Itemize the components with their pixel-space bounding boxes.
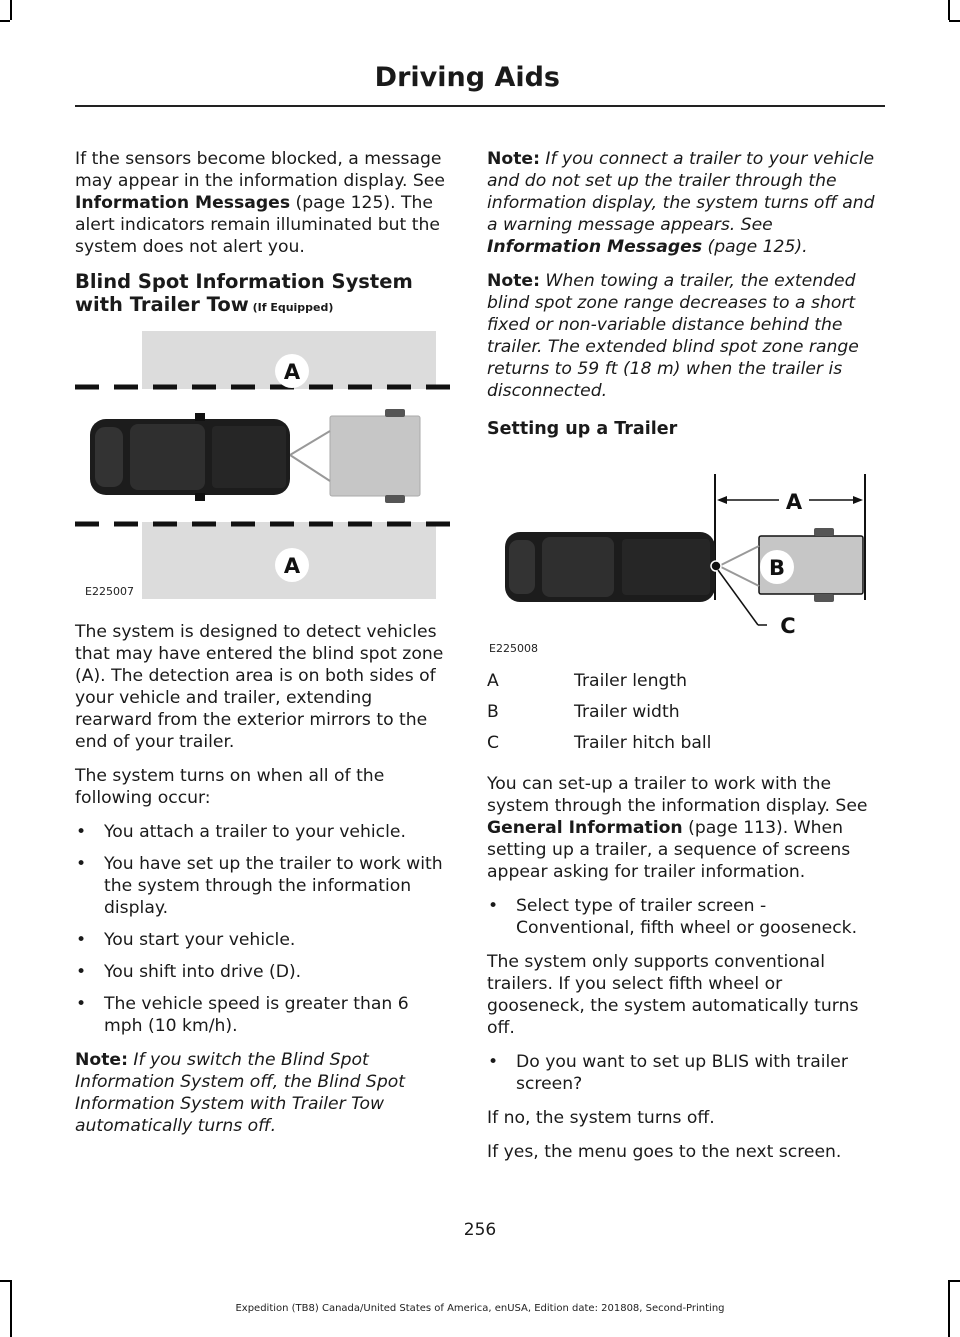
no-paragraph: If no, the system turns off. — [487, 1108, 715, 1128]
general-information-link[interactable]: General Information — [487, 818, 683, 838]
figure-legend — [487, 670, 882, 763]
list-item: • You have set up the trailer to work with the system through the information display. — [75, 853, 450, 919]
note-paragraph: Note: If you connect a trailer to your vehicle and do not set up the trailer through the information display, the system turns off and a warning message appears. See Information Messages (page 125). — [487, 149, 875, 257]
yes-paragraph: If yes, the menu goes to the next screen. — [487, 1142, 842, 1162]
figure-code: E225008 — [489, 642, 538, 655]
page-number: 256 — [463, 1220, 497, 1240]
list-item: • Do you want to set up BLIS with trailer screen? — [487, 1051, 882, 1095]
blind-spot-diagram — [75, 331, 450, 603]
trailer-setup-diagram — [487, 460, 882, 660]
right-column — [487, 148, 882, 1175]
page-title: Driving Aids — [374, 62, 560, 93]
left-column — [75, 148, 450, 1149]
crop-mark — [10, 0, 12, 20]
section-heading: Setting up a Trailer — [487, 419, 678, 439]
zone-label-bottom: A — [283, 554, 301, 578]
information-messages-link[interactable]: Information Messages — [487, 237, 703, 257]
note-paragraph: Note: When towing a trailer, the extended blind spot zone range decreases to a short fixed or non-variable distance behind the trailer. The extended blind spot zone range returns to 59 ft (18 m) when the trailer is disconnected. — [487, 271, 859, 401]
zone-label-top: A — [283, 360, 301, 384]
conditions-list — [75, 821, 450, 1037]
crop-mark — [949, 1280, 960, 1282]
trailer-setup-figure — [487, 460, 882, 660]
conditions-intro: The system turns on when all of the following occur: — [75, 766, 385, 808]
legend-row: C Trailer hitch ball — [487, 733, 712, 753]
list-item: • You attach a trailer to your vehicle. — [75, 821, 450, 843]
crop-mark — [948, 0, 950, 20]
figure-code: E225007 — [85, 585, 134, 598]
hitch-label: C — [780, 614, 796, 638]
note-paragraph: Note: If you switch the Blind Spot Information System off, the Blind Spot Information System with Trailer Tow automatically turns off. — [75, 1050, 406, 1136]
width-label: B — [768, 556, 786, 580]
support-paragraph: The system only supports conventional trailers. If you select fifth wheel or gooseneck, the system automatically turns off. — [487, 952, 859, 1038]
crop-mark — [0, 20, 10, 22]
trailer-type-list — [487, 895, 882, 939]
crop-mark — [949, 20, 960, 22]
blis-list — [487, 1051, 882, 1095]
list-item: • Select type of trailer screen - Conventional, fifth wheel or gooseneck. — [487, 895, 882, 939]
legend-row: A Trailer length — [487, 671, 688, 691]
list-item: • You shift into drive (D). — [75, 961, 450, 983]
detection-paragraph: The system is designed to detect vehicles that may have entered the blind spot zone (A). The detection area is on both sides of your vehicle and trailer, extending rearward from the exterior mirrors to the end of your trailer. — [75, 622, 444, 752]
legend-row: B Trailer width — [487, 702, 680, 722]
length-label: A — [785, 490, 803, 514]
information-messages-link[interactable]: Information Messages — [75, 193, 291, 213]
setup-paragraph: You can set-up a trailer to work with the system through the information display. See General Information (page 113). When setting up a trailer, a sequence of screens appear asking for trailer information. — [487, 774, 868, 882]
blind-spot-zone-figure — [75, 331, 450, 603]
section-heading: Blind Spot Information System with Trailer Tow (If Equipped) — [75, 270, 413, 316]
list-item: • You start your vehicle. — [75, 929, 450, 951]
footer-text: Expedition (TB8) Canada/United States of America, enUSA, Edition date: 201808, Second-Printing — [235, 1303, 725, 1314]
header-divider — [75, 105, 885, 107]
sensor-blocked-paragraph: If the sensors become blocked, a message may appear in the information display. See Information Messages (page 125). The alert indicators remain illuminated but the system does not alert you. — [75, 149, 445, 257]
crop-mark — [0, 1280, 10, 1282]
list-item: • The vehicle speed is greater than 6 mph (10 km/h). — [75, 993, 450, 1037]
